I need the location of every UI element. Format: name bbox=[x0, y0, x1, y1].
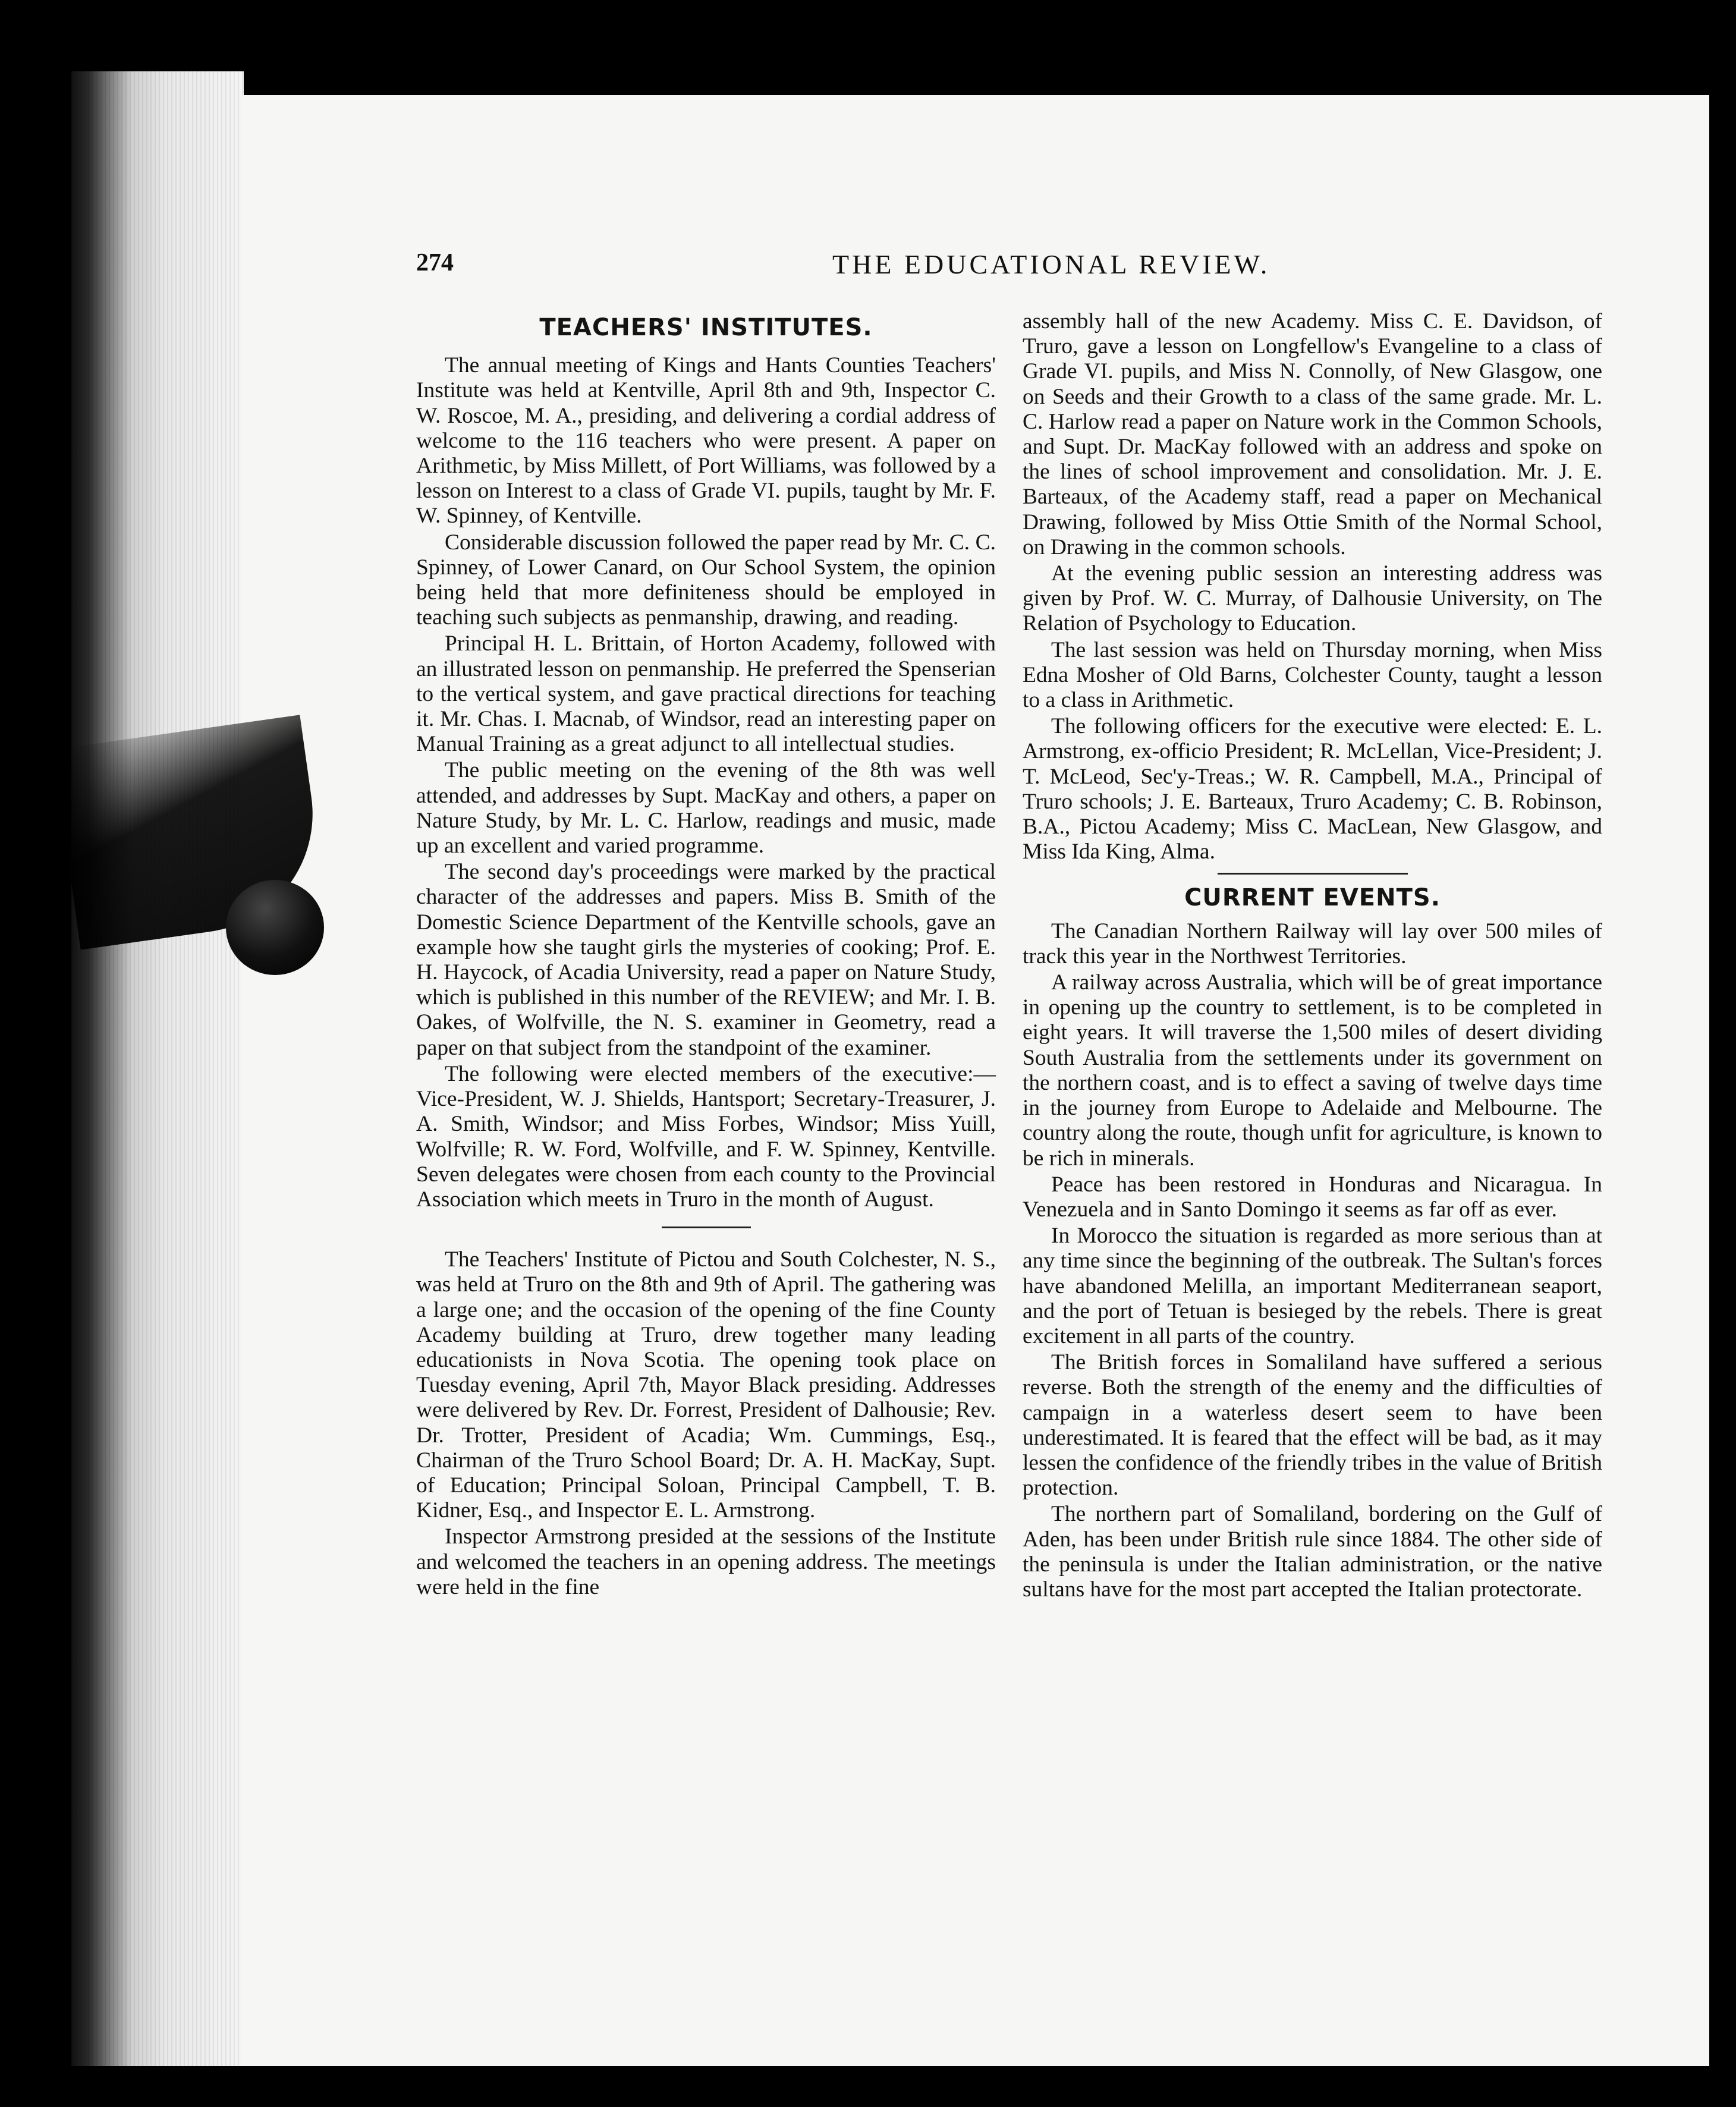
paragraph: The following were elected members of the executive:—Vice-President, W. J. Shields, Hantsport; Secretary-Treasurer, J. A. Smith, Windsor; and Miss Forbes, Windsor; Miss Yuill, Wolfville; R. W. Ford, Wolfville, and F. W. Spinney, Kentville. Seven delegates were chosen from each county to the Provincial Association which meets in Truro in the month of August. bbox=[416, 1061, 996, 1212]
section-heading-teachers-institutes: TEACHERS' INSTITUTES. bbox=[539, 314, 873, 341]
journal-title: THE EDUCATIONAL REVIEW. bbox=[832, 249, 1270, 279]
paragraph: Principal H. L. Brittain, of Horton Academy, followed with an illustrated lesson on penmanship. He preferred the Spenserian to the vertical system, and gave practical directions for teaching it. Mr. Chas. I. Macnab, of Windsor, read an interesting paper on Manual Training as a great adjunct to all intellectual studies. bbox=[416, 631, 996, 757]
paragraph: The public meeting on the evening of the 8th was well attended, and addresses by Supt. MacKay and others, a paper on Nature Study, by Mr. L. C. Harlow, readings and music, made up an excellent and varied programme. bbox=[416, 758, 996, 858]
paragraph: Considerable discussion followed the paper read by Mr. C. C. Spinney, of Lower Canard, on Our School System, the opinion being held that more definiteness should be employed in teaching such subjects as penmanship, drawing, and reading. bbox=[416, 530, 996, 630]
section-divider bbox=[1218, 873, 1408, 875]
paragraph: The second day's proceedings were marked by the practical character of the addresses and papers. Miss B. Smith of the Domestic Science Department of the Kentville schools, gave an example how she taught girls the mysteries of cooking; Prof. E. H. Haycock, of Acadia University, read a paper on Nature Study, which is published in this number of the REVIEW; and Mr. I. B. Oakes, of Wolfville, the N. S. examiner in Geometry, read a paper on that subject from the standpoint of the examiner. bbox=[416, 860, 996, 1060]
paragraph: At the evening public session an interesting address was given by Prof. W. C. Murray, of Dalhousie University, on The Relation of Psychology to Education. bbox=[1023, 561, 1602, 636]
left-column bbox=[416, 315, 996, 1600]
pen-tip bbox=[226, 880, 324, 975]
section-heading-current-events: CURRENT EVENTS. bbox=[1184, 884, 1441, 912]
paragraph: The annual meeting of Kings and Hants Counties Teachers' Institute was held at Kentville, April 8th and 9th, Inspector C. W. Roscoe, M. A., presiding, and delivering a cordial address of welcome to the 116 teachers who were present. A paper on Arithmetic, by Miss Millett, of Port Williams, was followed by a lesson on Interest to a class of Grade VI. pupils, taught by Mr. F. W. Spinney, of Kentville. bbox=[416, 353, 996, 529]
paragraph: The Teachers' Institute of Pictou and South Colchester, N. S., was held at Truro on the 8th and 9th of April. The gathering was a large one; and the occasion of the opening of the fine County Academy building at Truro, drew together many leading educationists in Nova Scotia. The opening took place on Tuesday evening, April 7th, Mayor Black presiding. Addresses were delivered by Rev. Dr. Forrest, President of Dalhousie; Rev. Dr. Trotter, President of Acadia; Wm. Cummings, Esq., Chairman of the Truro School Board; Dr. A. H. MacKay, Supt. of Education; Principal Soloan, Principal Campbell, T. B. Kidner, Esq., and Inspector E. L. Armstrong. bbox=[416, 1247, 996, 1523]
paragraph: The last session was held on Thursday morning, when Miss Edna Mosher of Old Barns, Colchester County, taught a lesson to a class in Arithmetic. bbox=[1023, 637, 1602, 713]
paragraph: The following officers for the executive were elected: E. L. Armstrong, ex-officio President; R. McLellan, Vice-President; J. T. McLeod, Sec'y-Treas.; W. R. Campbell, M.A., Principal of Truro schools; J. E. Barteaux, Truro Academy; C. B. Robinson, B.A., Pictou Academy; Miss C. MacLean, New Glasgow, and Miss Ida King, Alma. bbox=[1023, 714, 1602, 864]
page-number: 274 bbox=[416, 249, 454, 276]
paragraph: The northern part of Somaliland, bordering on the Gulf of Aden, has been under British rule since 1884. The other side of the peninsula is under the Italian administration, or the native sultans have for the most part accepted the Italian protectorate. bbox=[1023, 1502, 1602, 1602]
paragraph: A railway across Australia, which will be of great importance in opening up the country to settlement, is to be completed in eight years. It will traverse the 1,500 miles of desert dividing South Australia from the settlements under its government on the northern coast, and is to effect a saving of twelve days time in the journey from Europe to Adelaide and Melbourne. The country along the route, though unfit for agriculture, is known to be rich in minerals. bbox=[1023, 970, 1602, 1171]
right-column bbox=[1023, 309, 1602, 1602]
paragraph-continued: assembly hall of the new Academy. Miss C. E. Davidson, of Truro, gave a lesson on Longfellow's Evangeline to a class of Grade VI. pupils, and Miss N. Connolly, of New Glasgow, one on Seeds and their Growth to a class of the same grade. Mr. L. C. Harlow read a paper on Nature work in the Common Schools, and Supt. Dr. MacKay followed with an address and spoke on the lines of school improvement and consolidation. Mr. J. E. Barteaux, of the Academy staff, read a paper on Mechanical Drawing, followed by Miss Ottie Smith of the Normal School, on Drawing in the common schools. bbox=[1023, 309, 1602, 559]
running-head bbox=[0, 249, 1736, 290]
paragraph: The Canadian Northern Railway will lay over 500 miles of track this year in the Northwest Territories. bbox=[1023, 919, 1602, 968]
paragraph: Peace has been restored in Honduras and Nicaragua. In Venezuela and in Santo Domingo it seems as far off as ever. bbox=[1023, 1172, 1602, 1222]
paragraph: The British forces in Somaliland have suffered a serious reverse. Both the strength of the enemy and the difficulties of campaign in a waterless desert seem to have been underestimated. It is feared that the effect will be bad, as it may lessen the confidence of the friendly tribes in the value of British protection. bbox=[1023, 1350, 1602, 1501]
book-page-edges bbox=[71, 71, 244, 2066]
paragraph: Inspector Armstrong presided at the sessions of the Institute and welcomed the teachers in an opening address. The meetings were held in the fine bbox=[416, 1524, 996, 1599]
paragraph: In Morocco the situation is regarded as more serious than at any time since the beginning of the outbreak. The Sultan's forces have abandoned Melilla, an important Mediterranean seaport, and the port of Tetuan is besieged by the rebels. There is great excitement in all parts of the country. bbox=[1023, 1224, 1602, 1348]
section-divider bbox=[662, 1227, 751, 1228]
